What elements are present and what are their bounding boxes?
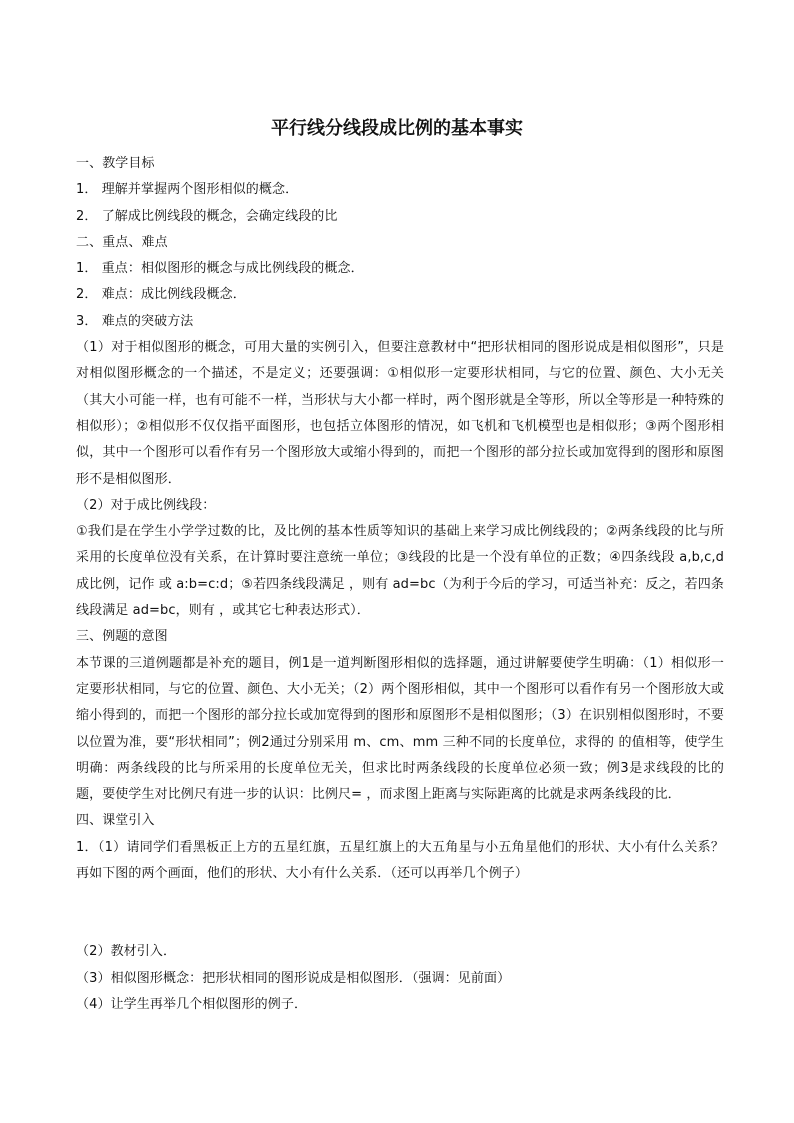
figure-placeholder <box>76 887 724 939</box>
list-item: （4）让学生再举几个相似图形的例子． <box>76 996 308 1012</box>
list-item: 2． 了解成比例线段的概念，会确定线段的比 <box>76 208 338 224</box>
paragraph-label-proportional-segments: （2）对于成比例线段： <box>76 497 216 513</box>
paragraph-proportional-segments: ①我们是在学生小学学过数的比，及比例的基本性质等知识的基础上来学习成比例线段的；②两条线段的比与所采用的长度单位没有关系，在计算时要注意统一单位；③线段的比是一个没有单位的正数；④四条线段 a,b,c,d 成比例，记作 或 a:b=c:d；⑤若四条线段满足 ，则有 ad=bc（为利于今后的学习，可适当补充：反之，若四条线段满足 ad=bc，则有 ，或其它七种表达形式）． <box>76 524 724 619</box>
document-body <box>76 151 724 1018</box>
section-heading-teaching-goals: 一、教学目标 <box>76 156 155 171</box>
page-title: 平行线分线段成比例的基本事实 <box>271 118 523 139</box>
paragraph-similar-figures: （1）对于相似图形的概念，可用大量的实例引入，但要注意教材中“把形状相同的图形说成是相似图形”，只是对相似图形概念的一个描述，不是定义；还要强调：①相似形一定要形状相同，与它的位置、颜色、大小无关（其大小可能一样，也有可能不一样，当形状与大小都一样时，两个图形就是全等形，所以全等形是一种特殊的相似形）；②相似形不仅仅指平面图形，也包括立体图形的情况，如飞机和飞机模型也是相似形；③两个图形相似，其中一个图形可以看作有另一个图形放大或缩小得到的，而把一个图形的部分拉长或加宽得到的图形和原图形不是相似图形． <box>76 340 724 487</box>
list-item: 3． 难点的突破方法 <box>76 313 194 329</box>
list-item: 1． 重点：相似图形的概念与成比例线段的概念． <box>76 261 364 277</box>
paragraph-example-intent: 本节课的三道例题都是补充的题目，例1是一道判断图形相似的选择题，通过讲解要使学生明确：（1）相似形一定要形状相同，与它的位置、颜色、大小无关；（2）两个图形相似，其中一个图形可以看作有另一个图形放大或缩小得到的，而把一个图形的部分拉长或加宽得到的图形和原图形不是相似图形；（3）在识别相似图形时，不要以位置为准，要“形状相同”；例2通过分别采用 m、cm、mm 三种不同的长度单位，求得的 的值相等，使学生明确：两条线段的比与所采用的长度单位无关，但求比时两条线段的长度单位必须一致；例3是求线段的比的题，要使学生对比例尺有进一步的认识：比例尺= ，而求图上距离与实际距离的比就是求两条线段的比． <box>76 655 724 803</box>
section-heading-class-intro: 四、课堂引入 <box>76 813 155 829</box>
section-heading-example-intent: 三、例题的意图 <box>76 629 168 645</box>
list-item: 2． 难点：成比例线段概念． <box>76 287 246 303</box>
section-heading-key-points: 二、重点、难点 <box>76 234 168 250</box>
list-item: 1． 理解并掌握两个图形相似的概念． <box>76 182 299 198</box>
list-item: （3）相似图形概念：把形状相同的图形说成是相似图形．（强调：见前面） <box>76 970 511 986</box>
list-item: （2）教材引入． <box>76 944 177 960</box>
paragraph-class-intro: 1．（1）请同学们看黑板正上方的五星红旗，五星红旗上的大五角星与小五角星他们的形状、大小有什么关系？再如下图的两个画面，他们的形状、大小有什么关系．（还可以再举几个例子） <box>76 839 724 882</box>
